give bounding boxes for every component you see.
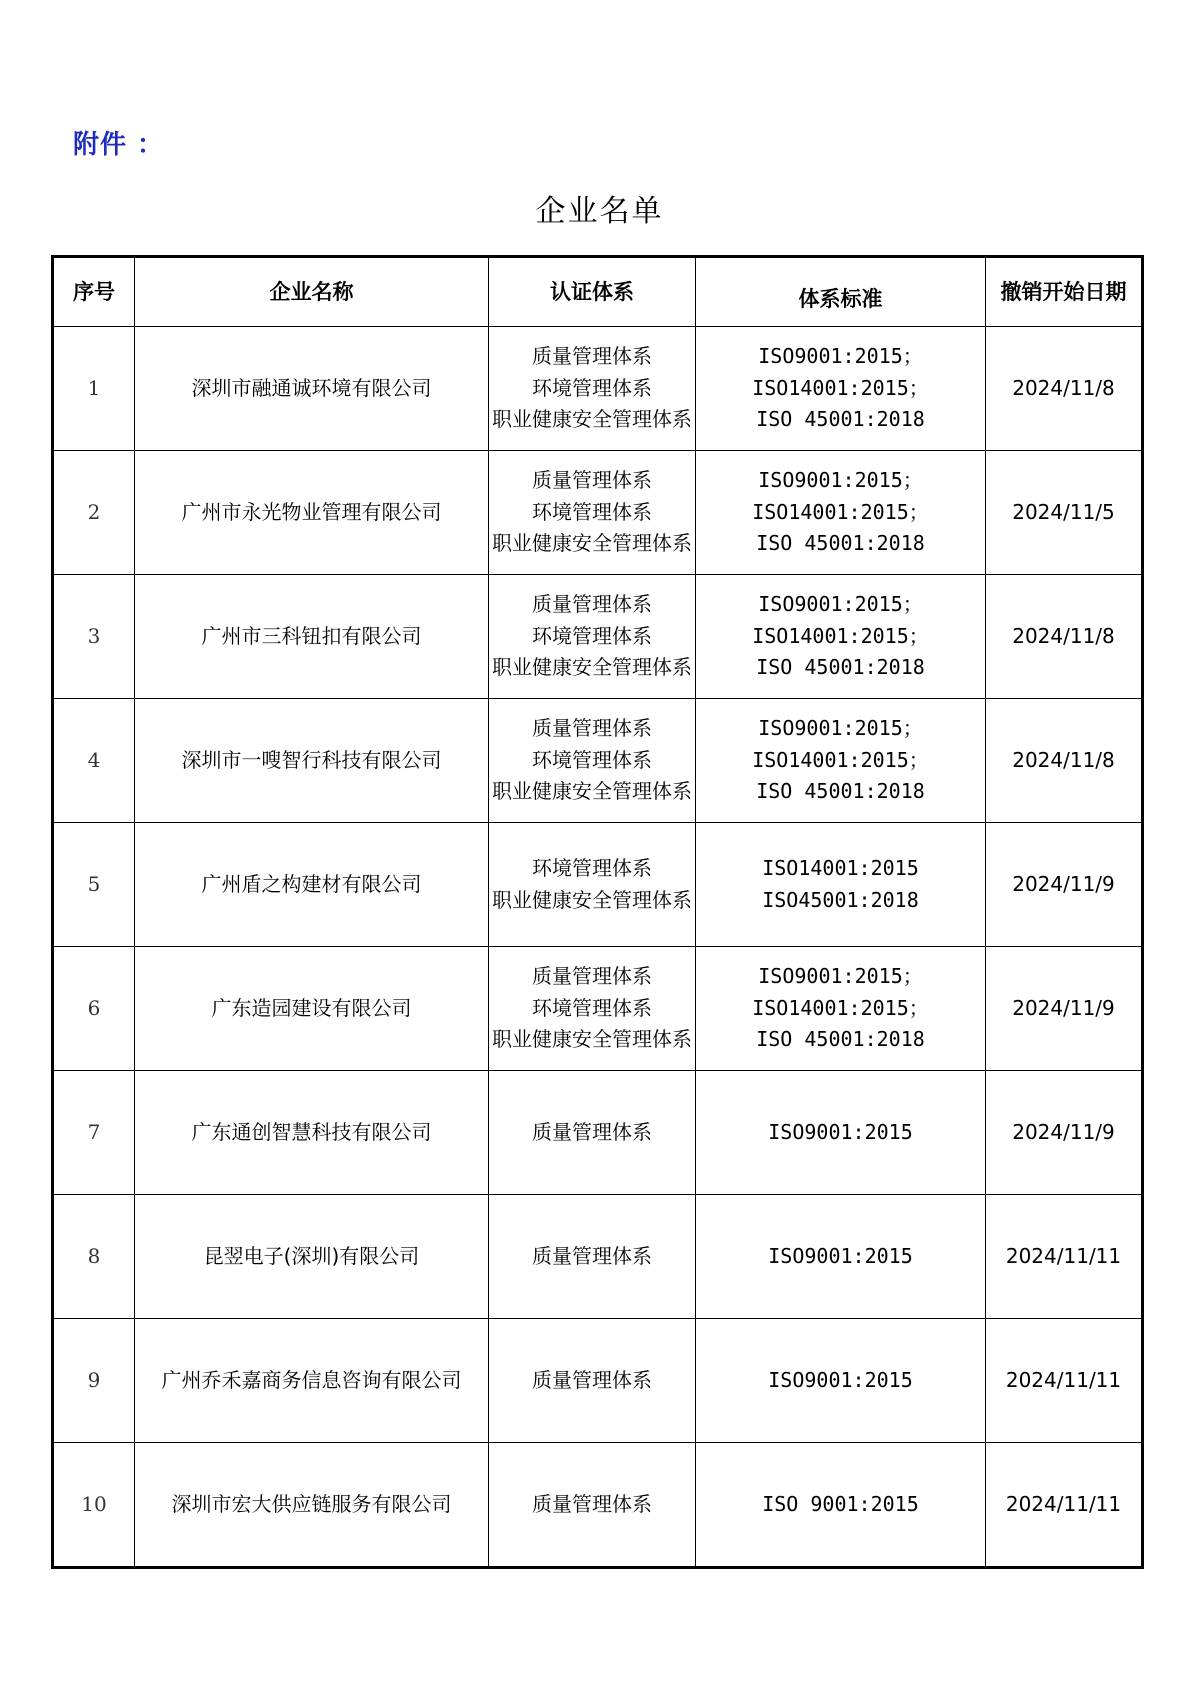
system-standard-cell: ISO9001:2015； ISO14001:2015； ISO 45001:2018 (696, 327, 986, 451)
revocation-date-cell: 2024/11/11 (986, 1443, 1143, 1568)
serial-number-cell: 4 (53, 699, 135, 823)
system-standard-cell: ISO9001:2015； ISO14001:2015； ISO 45001:2018 (696, 451, 986, 575)
certification-system-cell: 质量管理体系 环境管理体系 职业健康安全管理体系 (489, 947, 696, 1071)
company-name-cell: 深圳市一嗖智行科技有限公司 (135, 699, 489, 823)
company-name-cell: 深圳市宏大供应链服务有限公司 (135, 1443, 489, 1568)
company-name-cell: 深圳市融通诚环境有限公司 (135, 327, 489, 451)
page-title: 企业名单 (535, 194, 664, 229)
serial-number-cell: 1 (53, 327, 135, 451)
system-standard-cell: ISO9001:2015； ISO14001:2015； ISO 45001:2018 (696, 699, 986, 823)
table-row (53, 575, 1143, 699)
table-row (53, 823, 1143, 947)
system-standard-cell: ISO9001:2015 (696, 1071, 986, 1195)
certification-system-cell: 环境管理体系 职业健康安全管理体系 (489, 823, 696, 947)
serial-number-cell: 3 (53, 575, 135, 699)
system-standard-cell: ISO9001:2015 (696, 1319, 986, 1443)
certification-system-cell: 质量管理体系 (489, 1443, 696, 1568)
revocation-date-cell: 2024/11/8 (986, 699, 1143, 823)
serial-number-cell: 8 (53, 1195, 135, 1319)
header-system-standard: 体系标准 (696, 257, 986, 327)
table-row (53, 1443, 1143, 1568)
certification-system-cell: 质量管理体系 (489, 1195, 696, 1319)
table-row (53, 947, 1143, 1071)
company-list-table (51, 255, 1144, 1569)
revocation-date-cell: 2024/11/9 (986, 947, 1143, 1071)
certification-system-cell: 质量管理体系 (489, 1071, 696, 1195)
table-row (53, 1071, 1143, 1195)
serial-number-cell: 6 (53, 947, 135, 1071)
header-revocation-date: 撤销开始日期 (986, 257, 1143, 327)
system-standard-cell: ISO9001:2015 (696, 1195, 986, 1319)
revocation-date-cell: 2024/11/9 (986, 823, 1143, 947)
company-name-cell: 广州乔禾嘉商务信息咨询有限公司 (135, 1319, 489, 1443)
system-standard-cell: ISO9001:2015； ISO14001:2015； ISO 45001:2018 (696, 575, 986, 699)
revocation-date-cell: 2024/11/11 (986, 1319, 1143, 1443)
revocation-date-cell: 2024/11/8 (986, 575, 1143, 699)
certification-system-cell: 质量管理体系 (489, 1319, 696, 1443)
table-row (53, 1319, 1143, 1443)
table-header-row (53, 257, 1143, 327)
serial-number-cell: 7 (53, 1071, 135, 1195)
system-standard-cell: ISO9001:2015； ISO14001:2015； ISO 45001:2018 (696, 947, 986, 1071)
company-name-cell: 广东造园建设有限公司 (135, 947, 489, 1071)
header-serial-number: 序号 (53, 257, 135, 327)
certification-system-cell: 质量管理体系 环境管理体系 职业健康安全管理体系 (489, 575, 696, 699)
revocation-date-cell: 2024/11/5 (986, 451, 1143, 575)
serial-number-cell: 10 (53, 1443, 135, 1568)
system-standard-cell: ISO14001:2015 ISO45001:2018 (696, 823, 986, 947)
system-standard-cell: ISO 9001:2015 (696, 1443, 986, 1568)
company-name-cell: 昆翌电子(深圳)有限公司 (135, 1195, 489, 1319)
table-row (53, 1195, 1143, 1319)
certification-system-cell: 质量管理体系 环境管理体系 职业健康安全管理体系 (489, 451, 696, 575)
certification-system-cell: 质量管理体系 环境管理体系 职业健康安全管理体系 (489, 699, 696, 823)
certification-system-cell: 质量管理体系 环境管理体系 职业健康安全管理体系 (489, 327, 696, 451)
serial-number-cell: 9 (53, 1319, 135, 1443)
revocation-date-cell: 2024/11/11 (986, 1195, 1143, 1319)
company-name-cell: 广州盾之构建材有限公司 (135, 823, 489, 947)
revocation-date-cell: 2024/11/9 (986, 1071, 1143, 1195)
table-row (53, 699, 1143, 823)
table-row (53, 451, 1143, 575)
table-row (53, 327, 1143, 451)
serial-number-cell: 5 (53, 823, 135, 947)
table-body (53, 327, 1143, 1568)
serial-number-cell: 2 (53, 451, 135, 575)
revocation-date-cell: 2024/11/8 (986, 327, 1143, 451)
header-certification-system: 认证体系 (489, 257, 696, 327)
company-name-cell: 广州市三科钮扣有限公司 (135, 575, 489, 699)
company-name-cell: 广州市永光物业管理有限公司 (135, 451, 489, 575)
company-name-cell: 广东通创智慧科技有限公司 (135, 1071, 489, 1195)
header-company-name: 企业名称 (135, 257, 489, 327)
attachment-label: 附件 ： (73, 130, 165, 160)
